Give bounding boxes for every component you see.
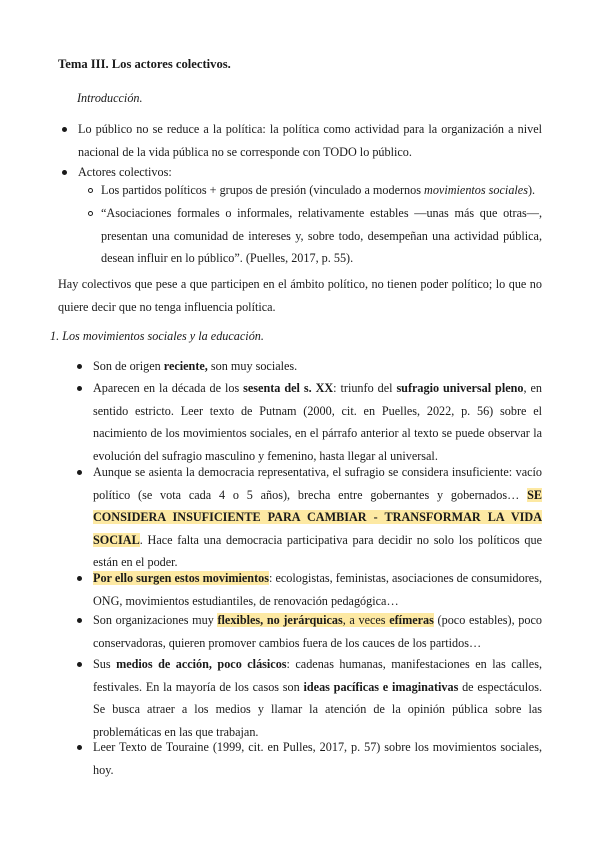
bullet-dot (77, 386, 82, 391)
sub-bullet-text: Los partidos políticos + grupos de presión (vinculado a modernos (101, 183, 425, 197)
bullet-dot (77, 470, 82, 475)
highlighted-bold-run: flexibles, no jerárquicas (217, 613, 343, 627)
text-run: Aparecen en la década de los (93, 381, 244, 395)
text-run: , en sentido estricto. Leer texto de Putnam (2000, cit. en Puelles, 2022, p. 56) sobre el nacimiento de los movimientos sociales, en el párrafo anterior al texto se puede observar la evolución del sufragio masculino y femenino, hasta llegar al universal. (93, 381, 542, 463)
sub-bullet-circle (88, 211, 93, 216)
sub-bullet-item: “Asociaciones formales o informales, relativamente estables —unas más que otras—, presentan una comunidad de intereses y, sobre todo, desempeñan una actividad pública, desean influir en lo público”. (Puelles, 2017, p. 55). (101, 206, 542, 265)
section-heading: 1. Los movimientos sociales y la educación. (50, 329, 264, 343)
text-run: : triunfo del (333, 381, 397, 395)
bullet-item (93, 567, 542, 612)
text-run: : ecologistas, feministas, asociaciones de consumidores, ONG, movimientos estudiantiles, de renovación pedagógica… (93, 571, 543, 608)
bullet-dot (62, 127, 67, 132)
bullet-dot (77, 364, 82, 369)
text-run: Son de origen (93, 359, 164, 373)
bullet-item: Actores colectivos: (78, 165, 172, 179)
bullet-dot (77, 576, 82, 581)
bullet-dot (62, 170, 67, 175)
paragraph: Hay colectivos que pese a que participen en el ámbito político, no tienen poder político; lo que no quiere decir que no tenga influencia política. (58, 277, 542, 314)
highlighted-bold-run: Por ello surgen estos movimientos (93, 571, 269, 585)
text-run: de espectáculos. Se busca atraer a los medios y llamar la atención de la opinión pública sobre las problemáticas en las que trabajan. (93, 679, 542, 739)
bullet-item (93, 461, 542, 574)
page-title: Tema III. Los actores colectivos. (58, 57, 231, 71)
text-run: (poco estables), poco conservadoras, quieren promover cambios fuera de los cauces de los partidos… (93, 613, 542, 650)
bullet-dot (77, 662, 82, 667)
sub-bullet-text: ). (527, 183, 536, 197)
highlighted-bold-run: efímeras (389, 613, 434, 627)
highlighted-run: , a veces (342, 613, 390, 627)
bullet-item: Leer Texto de Touraine (1999, cit. en Pulles, 2017, p. 57) sobre los movimientos sociales, hoy. (93, 740, 542, 777)
sub-bullet-item (101, 179, 542, 202)
sub-bullet-italic: movimientos sociales (424, 183, 528, 197)
bullet-item (93, 609, 542, 654)
bullet-dot (77, 618, 82, 623)
text-run: Aunque se asienta la democracia representativa, el sufragio se considera insuficiente: vacío político (se vota cada 4 o 5 años), brecha entre gobernantes y gobernados… (93, 465, 542, 502)
bold-run: medios de acción, poco clásicos (116, 657, 287, 671)
bullet-item (93, 355, 542, 378)
bold-run: sesenta del s. XX (243, 381, 334, 395)
text-run: : cadenas humanas, manifestaciones en las calles, festivales. En la mayoría de los casos son (93, 657, 542, 694)
bold-run: ideas pacíficas e imaginativas (303, 679, 459, 694)
text-run: Sus (93, 657, 117, 671)
intro-heading: Introducción. (77, 91, 143, 105)
text-run: Son organizaciones muy (93, 613, 218, 627)
text-run: son muy sociales. (207, 359, 298, 373)
highlighted-bold-run: SE CONSIDERA INSUFICIENTE PARA CAMBIAR - TRANSFORMAR LA VIDA SOCIAL (93, 487, 542, 547)
bullet-item (93, 377, 542, 467)
text-run: . Hace falta una democracia participativa para decidir no solo los políticos que están en el poder. (93, 532, 542, 569)
bullet-item (93, 653, 542, 743)
bullet-item: Lo público no se reduce a la política: la política como actividad para la organización a nivel nacional de la vida pública no se corresponde con TODO lo público. (78, 122, 542, 159)
bold-run: reciente, (163, 359, 208, 373)
bullet-dot (77, 745, 82, 750)
sub-bullet-circle (88, 188, 93, 193)
bold-run: sufragio universal pleno (396, 381, 524, 395)
